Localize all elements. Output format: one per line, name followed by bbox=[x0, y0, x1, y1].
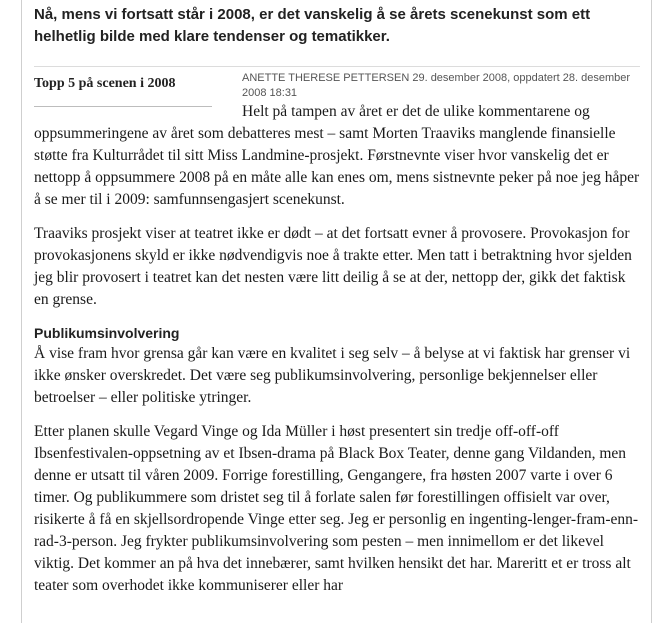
byline-date: 29. desember 2008, oppdatert 28. desember 2008 18:31 bbox=[242, 72, 631, 99]
article-body bbox=[34, 69, 640, 597]
paragraph: Traaviks prosjekt viser at teatret ikke er dødt – at det fortsatt evner å provosere. Provokasjon for provokasjonens skyld er ikke nødvendigvis noe å trakte etter. Men tatt i betraktning hvor sjelden jeg blir provosert i teatret kan det nesten være litt deilig å se at der, nettopp der, gikk det faktisk en grense. bbox=[34, 225, 632, 308]
article-container bbox=[34, 4, 640, 609]
byline-author[interactable]: ANETTE THERESE PETTERSEN bbox=[242, 72, 410, 84]
left-border bbox=[21, 0, 22, 623]
article-text bbox=[34, 101, 640, 597]
paragraph: Helt på tampen av året er det de ulike kommentarene og oppsummeringene av året som debatteres mest – samt Morten Traaviks manglende finansielle støtte fra Kulturrådet til sitt Miss Landmine-prosjekt. Førstnevnte viser hvor vanskelig det er nettopp å oppsummere 2008 på en måte alle kan enes om, mens sistnevnte peker på noe jeg håper å se mer til i 2009: samfunnsengasjert scenekunst. bbox=[34, 103, 640, 208]
sidebar-divider bbox=[34, 106, 212, 107]
related-sidebar bbox=[34, 71, 212, 107]
paragraph: Å vise fram hvor grensa går kan være en kvalitet i seg selv – å belyse at vi faktisk har grenser vi ikke ønsker overskredet. Det være seg publikumsinvolvering, personlige bekjennelser eller betroelser – eller politiske ytringer. bbox=[34, 345, 631, 406]
article-ingress: Nå, mens vi fortsatt står i 2008, er det vanskelig å se årets scenekunst som ett helhetlig bilde med klare tendenser og tematikker. bbox=[34, 6, 591, 45]
section-heading: Publikumsinvolvering bbox=[34, 325, 180, 341]
right-border bbox=[651, 0, 652, 623]
divider bbox=[34, 66, 640, 67]
paragraph: Etter planen skulle Vegard Vinge og Ida Müller i høst presentert sin tredje off-off-off Ibsenfestivalen-oppsetning av et Ibsen-drama på Black Box Teater, denne gang Vildanden, men denne er utsatt til våren 2009. Forrige forestilling, Gengangere, fra høsten 2007 varte i over 6 timer. Og publikummere som dristet seg til å forlate salen før forestillingen offisielt var over, risikerte å få en skjellsordropende Vinge etter seg. Jeg er personlig en ingenting-lenger-fram-enn-rad-3-person. Jeg frykter publikumsinvolvering som pesten – men innimellom er det likevel viktig. Det kommer an på hva det innebærer, samt hvilken hensikt det har. Mareritt et er tross alt teater som overhodet ikke kommuniserer eller har bbox=[34, 423, 639, 594]
related-link-top5[interactable]: Topp 5 på scenen i 2008 bbox=[34, 76, 176, 91]
